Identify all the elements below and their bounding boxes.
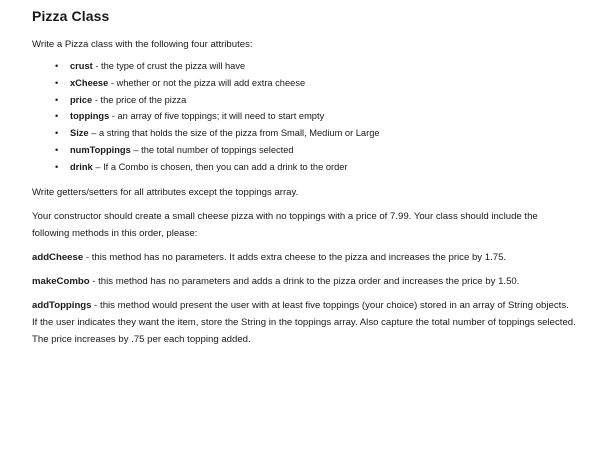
method-add-toppings [32,297,576,348]
list-item [56,58,576,75]
method-name: addToppings [32,299,92,311]
bullet-icon: • [55,128,59,139]
attribute-name: toppings [70,111,110,122]
attribute-name: numToppings [70,144,131,155]
getters-setters-text: Write getters/setters for all attributes except the toppings array. [32,186,299,198]
bullet-icon: • [55,111,59,122]
list-item [56,159,576,176]
attribute-description: the price of the pizza [100,94,187,105]
page-title: Pizza Class [32,8,110,24]
method-add-cheese [32,249,576,266]
attribute-separator: – [92,161,104,172]
constructor-text: Your constructor should create a small cheese pizza with no toppings with a price of 7.99. Your class should include the following methods in this order, please: [32,210,538,239]
list-item [56,92,576,109]
attribute-description: If a Combo is chosen, then you can add a drink to the order [103,161,348,172]
list-item [56,75,576,92]
bullet-icon: • [55,161,59,172]
attribute-description: the total number of toppings selected [141,144,294,155]
attribute-description: whether or not the pizza will add extra cheese [116,77,306,88]
method-description: - this method would present the user with at least five toppings (your choice) stored in an array of String objects. If the user indicates they want the item, store the String in the toppings array. Also capture the total number of toppings selected. The price increases by .75 per each topping added. [32,299,576,345]
attribute-separator: - [92,94,101,105]
attribute-list [32,58,576,176]
bullet-icon: • [55,61,59,71]
attribute-description: the type of crust the pizza will have [101,61,246,71]
attribute-separator: – [88,128,99,139]
attribute-separator: - [108,77,117,88]
attribute-separator: - [109,111,118,122]
attribute-description: a string that holds the size of the pizza from Small, Medium or Large [98,128,380,139]
attribute-name: xCheese [70,77,109,88]
intro-text: Write a Pizza class with the following four attributes: [32,39,253,50]
list-item [56,125,576,142]
attribute-name: price [70,94,93,105]
attribute-name: Size [70,128,89,139]
bullet-icon: • [55,77,59,88]
method-description: - this method has no parameters. It adds extra cheese to the pizza and increases the price by 1.75. [83,251,507,263]
attribute-name: drink [70,161,93,172]
attribute-description: an array of five toppings; it will need to start empty [117,111,325,122]
bullet-icon: • [55,144,59,155]
list-item [56,108,576,125]
attribute-name: crust [70,61,93,71]
method-name: makeCombo [32,275,90,287]
attribute-separator: – [130,144,142,155]
attribute-separator: - [92,61,101,71]
bullet-icon: • [55,94,59,105]
method-name: addCheese [32,251,84,263]
method-description: - this method has no parameters and adds a drink to the pizza order and increases the price by 1.50. [89,275,520,287]
list-item [56,142,576,159]
method-make-combo [32,273,576,290]
